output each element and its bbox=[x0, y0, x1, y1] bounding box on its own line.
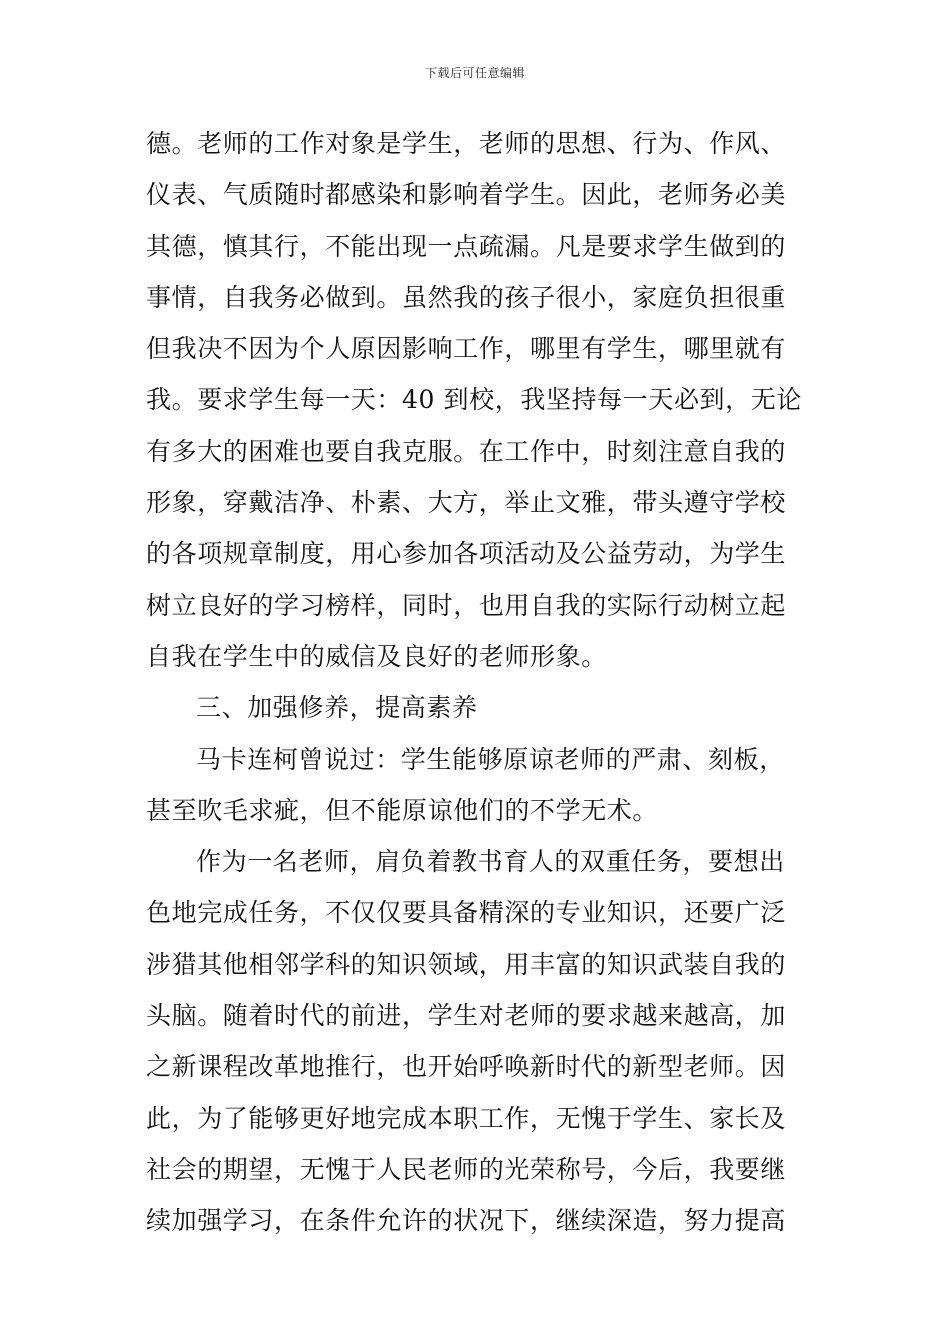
text-line: 仪表、气质随时都感染和影响着学生。因此，老师务必美 bbox=[146, 180, 787, 210]
text-line: 我。要求学生每一天：40 到校，我坚持每一天必到，无论 bbox=[146, 385, 802, 415]
text-line: 色地完成任务，不仅仅要具备精深的专业知识，还要广泛 bbox=[146, 898, 787, 928]
text-line: 其德，慎其行，不能出现一点疏漏。凡是要求学生做到的 bbox=[146, 231, 787, 261]
text-line: 作为一名老师，肩负着教书育人的双重任务，要想出 bbox=[196, 847, 785, 877]
quote-line: 马卡连柯曾说过：学生能够原谅老师的严肃、刻板， bbox=[196, 744, 785, 774]
text-line: 的各项规章制度，用心参加各项活动及公益劳动，为学生 bbox=[146, 539, 787, 569]
text-line: 续加强学习，在条件允许的状况下，继续深造，努力提高 bbox=[146, 1206, 787, 1236]
text-line: 涉猎其他相邻学科的知识领域，用丰富的知识武装自我的 bbox=[146, 949, 787, 979]
text-line: 有多大的困难也要自我克服。在工作中，时刻注意自我的 bbox=[146, 436, 787, 466]
section-heading: 三、加强修养，提高素养 bbox=[196, 693, 478, 723]
text-line: 此，为了能够更好地完成本职工作，无愧于学生、家长及 bbox=[146, 1103, 787, 1133]
text-line: 德。老师的工作对象是学生，老师的思想、行为、作风、 bbox=[146, 129, 787, 158]
page-header: 下载后可任意编辑 bbox=[424, 66, 525, 80]
quote-line: 甚至吹毛求疵，但不能原谅他们的不学无术。 bbox=[146, 795, 659, 825]
text-line: 事情，自我务必做到。虽然我的孩子很小，家庭负担很重 bbox=[146, 282, 787, 312]
text-line: 树立良好的学习榜样，同时，也用自我的实际行动树立起 bbox=[146, 590, 787, 620]
document-body bbox=[146, 118, 806, 1247]
text-line: 头脑。随着时代的前进，学生对老师的要求越来越高，加 bbox=[146, 1001, 787, 1031]
text-line: 社会的期望，无愧于人民老师的光荣称号，今后，我要继 bbox=[146, 1154, 787, 1184]
text-line: 但我决不因为个人原因影响工作，哪里有学生，哪里就有 bbox=[146, 334, 787, 364]
text-line: 形象，穿戴洁净、朴素、大方，举止文雅，带头遵守学校 bbox=[146, 488, 787, 518]
text-line: 之新课程改革地推行，也开始呼唤新时代的新型老师。因 bbox=[146, 1052, 787, 1082]
text-line: 自我在学生中的威信及良好的老师形象。 bbox=[146, 641, 607, 671]
